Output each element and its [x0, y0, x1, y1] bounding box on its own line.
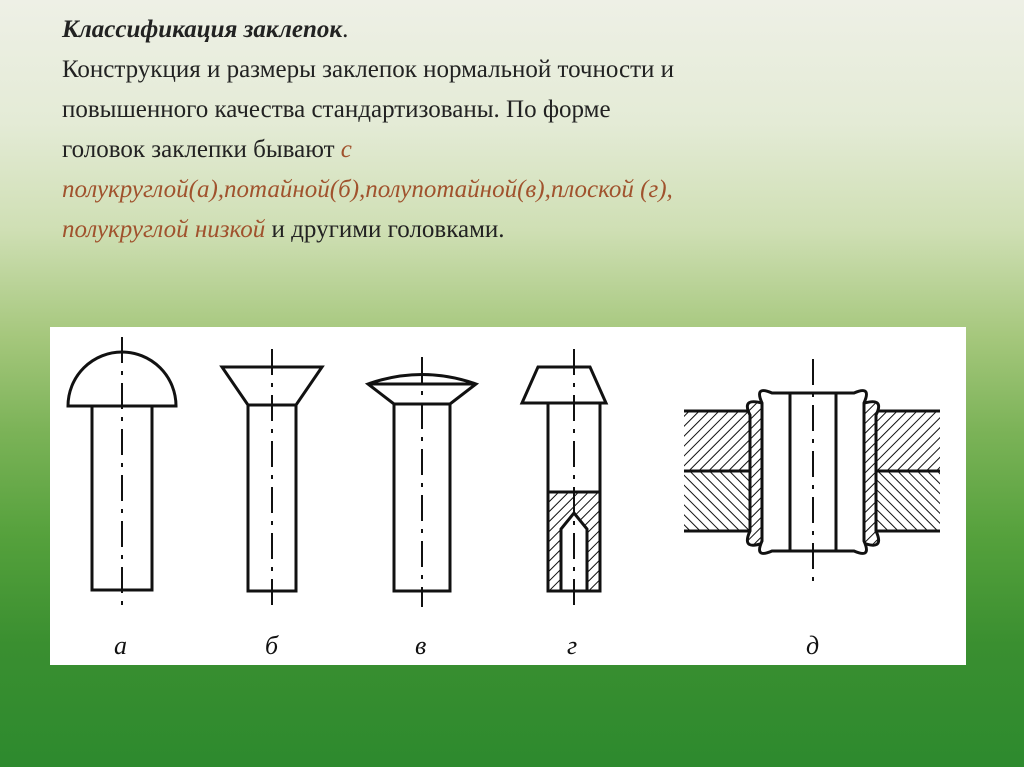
body-line-5 — [62, 210, 982, 250]
rivet-b-countersunk-head — [222, 349, 322, 607]
rivet-v-semi-countersunk-head — [368, 357, 476, 607]
caption-g: г — [567, 631, 578, 660]
rivet-d-hollow-joint — [684, 359, 940, 585]
rivet-a-round-head — [68, 337, 176, 607]
title-text: Классификация заклепок — [62, 16, 343, 43]
body-line-3-text: головок заклепки бывают — [62, 136, 341, 163]
caption-v: в — [415, 631, 427, 660]
head-types-list: полукруглой(а),потайной(б),полупотайной(в),плоской (г), — [62, 176, 673, 203]
caption-d: д — [806, 631, 820, 660]
caption-b: б — [265, 631, 279, 660]
title-period: . — [342, 16, 349, 43]
body-line-2: повышенного качества стандартизованы. По форме — [62, 96, 611, 123]
rivet-figure — [50, 327, 966, 665]
body-line-3 — [62, 130, 982, 170]
rivet-g-flat-head — [522, 349, 606, 607]
slide-text — [62, 10, 982, 250]
body-line-4 — [62, 170, 982, 210]
slide-title — [62, 10, 982, 50]
caption-a: а — [114, 631, 127, 660]
body-line-5-text: и другими головками. — [265, 216, 505, 243]
head-type-low-semicircular: полукруглой низкой — [62, 216, 266, 243]
body-line-1: Конструкция и размеры заклепок нормальной точности и — [62, 56, 675, 83]
rivet-drawing — [50, 327, 966, 665]
body-line-3-highlight: с — [340, 136, 352, 163]
